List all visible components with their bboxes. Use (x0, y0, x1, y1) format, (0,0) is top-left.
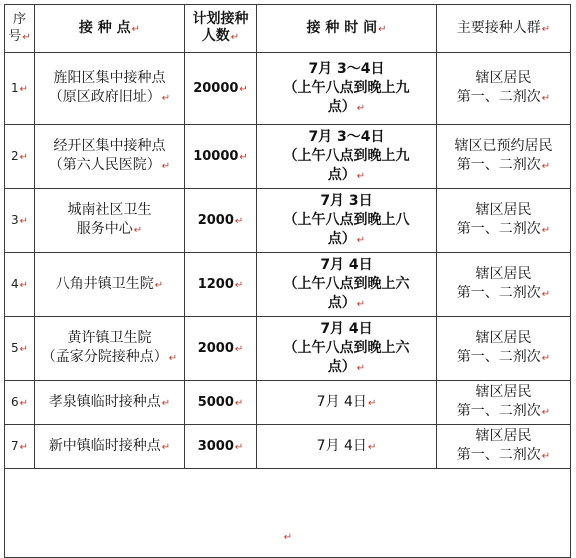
table-row (5, 381, 571, 425)
paragraph-mark-icon: ↵ (234, 279, 244, 291)
paragraph-mark-icon: ↵ (367, 397, 377, 409)
cell-time-text: 点） (327, 98, 356, 115)
cell-target-text: 辖区已预约居民 (454, 138, 553, 154)
cell-target-text: 辖区居民 (475, 202, 532, 218)
cell-time-text: 7月 4日 (316, 437, 367, 454)
header-site-label: 接 种 点 (78, 19, 131, 36)
paragraph-mark-icon: ↵ (19, 151, 29, 163)
cell-index-text: 3 (10, 212, 19, 227)
cell-time-text: 点） (327, 166, 356, 183)
paragraph-mark-icon: ↵ (283, 532, 293, 543)
paragraph-mark-icon: ↵ (161, 397, 171, 409)
cell-target (437, 189, 571, 253)
paragraph-mark-icon: ↵ (19, 441, 29, 453)
paragraph-mark-icon: ↵ (367, 441, 377, 453)
header-target-label: 主要接种人群 (456, 19, 541, 36)
paragraph-mark-icon: ↵ (161, 93, 171, 104)
cell-planned-text: 2000 (197, 340, 234, 356)
cell-index-text: 1 (10, 80, 19, 95)
cell-time-text: （上午八点到晚上六 (283, 339, 410, 356)
paragraph-mark-icon: ↵ (131, 23, 141, 35)
paragraph-mark-icon: ↵ (230, 32, 240, 43)
paragraph-mark-icon: ↵ (22, 32, 31, 43)
table-body (5, 53, 571, 469)
cell-time-text: 7月 3～4日 (308, 128, 385, 145)
cell-target (437, 53, 571, 125)
header-index-label: 序号 (8, 12, 26, 44)
cell-time-text: 7月 4日 (320, 320, 373, 337)
cell-target-text: 第一、二剂次 (456, 221, 541, 237)
cell-site (35, 381, 185, 425)
cell-site-text: 经开区集中接种点 (53, 138, 166, 154)
paragraph-mark-icon: ↵ (19, 397, 29, 409)
cell-time-text: （上午八点到晚上六 (283, 275, 410, 292)
paragraph-mark-icon: ↵ (161, 161, 171, 172)
cell-site (35, 425, 185, 469)
paragraph-mark-icon: ↵ (234, 397, 244, 409)
paragraph-mark-icon: ↵ (133, 225, 143, 236)
cell-time (257, 317, 437, 381)
paragraph-mark-icon: ↵ (356, 170, 366, 182)
cell-target-text: 辖区居民 (475, 330, 532, 346)
cell-time-text: 7月 4日 (320, 256, 373, 273)
cell-planned-text: 5000 (197, 394, 234, 410)
cell-time (257, 125, 437, 189)
cell-time-text: （上午八点到晚上九 (283, 147, 410, 164)
cell-index (5, 381, 35, 425)
cell-target (437, 317, 571, 381)
cell-time-text: （上午八点到晚上九 (283, 79, 410, 96)
cell-planned (185, 189, 257, 253)
paragraph-mark-icon: ↵ (356, 362, 366, 374)
cell-time-text: 7月 3日 (320, 192, 373, 209)
paragraph-mark-icon: ↵ (234, 441, 244, 453)
paragraph-mark-icon: ↵ (154, 279, 164, 291)
header-planned (185, 5, 257, 53)
paragraph-mark-icon: ↵ (234, 215, 244, 227)
cell-index-text: 2 (10, 148, 19, 163)
cell-planned-text: 3000 (197, 438, 234, 454)
paragraph-mark-icon: ↵ (239, 83, 248, 95)
table-row (5, 317, 571, 381)
vaccination-schedule-table (4, 4, 571, 558)
paragraph-mark-icon: ↵ (541, 451, 551, 462)
table-row (5, 125, 571, 189)
cell-planned (185, 381, 257, 425)
cell-site-text: 八角井镇卫生院 (55, 275, 154, 292)
cell-site (35, 125, 185, 189)
cell-index (5, 253, 35, 317)
cell-time-text: 点） (327, 294, 356, 311)
cell-time (257, 425, 437, 469)
cell-index-text: 4 (10, 276, 19, 291)
header-target (437, 5, 571, 53)
paragraph-mark-icon: ↵ (19, 83, 29, 95)
cell-time-text: 7月 3～4日 (308, 60, 385, 77)
table-row (5, 53, 571, 125)
paragraph-mark-icon: ↵ (356, 298, 366, 310)
paragraph-mark-icon: ↵ (378, 23, 387, 35)
cell-site-text: 新中镇临时接种点 (48, 437, 161, 454)
cell-site-text: 旌阳区集中接种点 (53, 70, 166, 86)
header-planned-label: 计划接种人数 (192, 11, 249, 44)
cell-target-text: 辖区居民 (475, 428, 532, 444)
cell-planned (185, 425, 257, 469)
cell-site-text: 黄许镇卫生院 (67, 330, 152, 346)
cell-planned (185, 317, 257, 381)
paragraph-mark-icon: ↵ (541, 289, 551, 300)
paragraph-mark-icon: ↵ (239, 151, 248, 163)
cell-planned-text: 10000 (193, 148, 239, 164)
paragraph-mark-icon: ↵ (541, 353, 551, 364)
cell-site-text: （原区政府旧址） (48, 89, 161, 105)
table-row (5, 253, 571, 317)
paragraph-mark-icon: ↵ (161, 441, 171, 453)
cell-site-text: 孝泉镇临时接种点 (48, 393, 161, 410)
cell-planned (185, 125, 257, 189)
cell-planned (185, 53, 257, 125)
header-index (5, 5, 35, 53)
paragraph-mark-icon: ↵ (356, 234, 366, 246)
cell-site (35, 253, 185, 317)
cell-index-text: 5 (10, 340, 19, 355)
cell-planned (185, 253, 257, 317)
cell-planned-text: 2000 (197, 212, 234, 228)
cell-time (257, 381, 437, 425)
header-site (35, 5, 185, 53)
cell-target-text: 第一、二剂次 (456, 349, 541, 365)
paragraph-mark-icon: ↵ (541, 161, 551, 172)
cell-target (437, 125, 571, 189)
cell-planned-text: 20000 (193, 80, 239, 96)
table-row (5, 189, 571, 253)
cell-time (257, 189, 437, 253)
paragraph-mark-icon: ↵ (541, 225, 551, 236)
cell-time-text: 点） (327, 230, 356, 247)
cell-site-text: 服务中心 (76, 221, 133, 237)
paragraph-mark-icon: ↵ (19, 279, 29, 291)
table-row (5, 425, 571, 469)
paragraph-mark-icon: ↵ (541, 23, 551, 35)
paragraph-mark-icon: ↵ (356, 102, 366, 114)
cell-site (35, 189, 185, 253)
header-time-label: 接 种 时 间 (306, 19, 378, 36)
cell-time-text: （上午八点到晚上八 (283, 211, 410, 228)
cell-time (257, 253, 437, 317)
cell-index (5, 425, 35, 469)
cell-target-text: 辖区居民 (475, 70, 532, 86)
cell-time (257, 53, 437, 125)
footer-row (5, 469, 571, 558)
cell-target-text: 辖区居民 (475, 384, 532, 400)
cell-target (437, 381, 571, 425)
header-time (257, 5, 437, 53)
cell-index (5, 125, 35, 189)
cell-site-text: （第六人民医院） (48, 157, 161, 173)
footer-empty-cell (5, 469, 571, 558)
cell-target-text: 第一、二剂次 (456, 89, 541, 105)
paragraph-mark-icon: ↵ (541, 407, 551, 418)
cell-target-text: 第一、二剂次 (456, 447, 541, 463)
cell-time-text: 点） (327, 358, 356, 375)
cell-index-text: 6 (10, 394, 19, 409)
cell-index (5, 53, 35, 125)
cell-time-text: 7月 4日 (316, 393, 367, 410)
cell-index (5, 189, 35, 253)
cell-target-text: 第一、二剂次 (456, 285, 541, 301)
cell-target (437, 253, 571, 317)
cell-target-text: 第一、二剂次 (456, 157, 541, 173)
cell-planned-text: 1200 (197, 276, 234, 292)
cell-target-text: 第一、二剂次 (456, 403, 541, 419)
cell-index-text: 7 (10, 438, 19, 453)
header-row (5, 5, 571, 53)
cell-site-text: （孟家分院接种点） (41, 349, 168, 365)
cell-site (35, 317, 185, 381)
cell-site (35, 53, 185, 125)
paragraph-mark-icon: ↵ (19, 343, 29, 355)
paragraph-mark-icon: ↵ (541, 93, 551, 104)
cell-target (437, 425, 571, 469)
paragraph-mark-icon: ↵ (19, 215, 29, 227)
paragraph-mark-icon: ↵ (234, 343, 244, 355)
cell-target-text: 辖区居民 (475, 266, 532, 282)
cell-index (5, 317, 35, 381)
cell-site-text: 城南社区卫生 (67, 202, 152, 218)
paragraph-mark-icon: ↵ (168, 353, 178, 364)
